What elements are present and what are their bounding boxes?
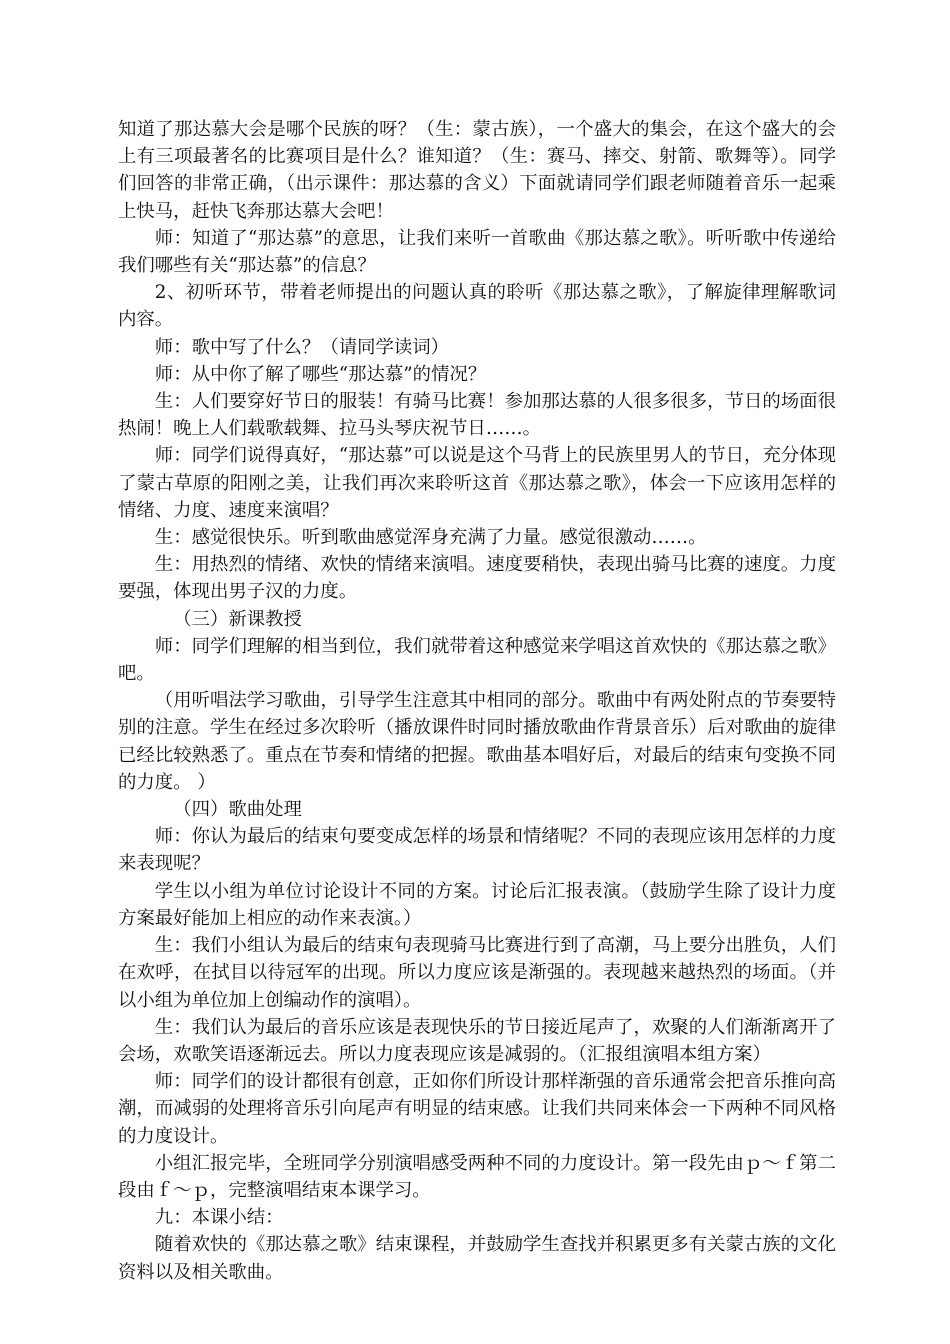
paragraph: 2、初听环节，带着老师提出的问题认真的聆听《那达慕之歌》，了解旋律理解歌词内容。 <box>118 282 836 331</box>
paragraph: 小组汇报完毕，全班同学分别演唱感受两种不同的力度设计。第一段先由ｐ～ｆ第二段由ｆ～ｐ，完整演唱结束本课学习。 <box>118 1152 836 1201</box>
section-heading: （三）新课教授 <box>173 608 302 630</box>
paragraph: 生：人们要穿好节日的服装！有骑马比赛！参加那达慕的人很多很多，节日的场面很热闹！晚上人们载歌载舞、拉马头琴庆祝节日……。 <box>118 391 836 440</box>
section-heading: （四）歌曲处理 <box>173 799 302 821</box>
paragraph: 随着欢快的《那达慕之歌》结束课程，并鼓励学生查找并积累更多有关蒙古族的文化资料以及相关歌曲。 <box>118 1234 836 1283</box>
paragraph: 生：我们认为最后的音乐应该是表现快乐的节日接近尾声了，欢聚的人们渐渐离开了会场，欢歌笑语逐渐远去。所以力度表现应该是减弱的。（汇报组演唱本组方案） <box>118 1016 836 1065</box>
paragraph: 生：我们小组认为最后的结束句表现骑马比赛进行到了高潮，马上要分出胜负，人们在欢呼，在拭目以待冠军的出现。所以力度应该是渐强的。表现越来越热烈的场面。（并以小组为单位加上创编动作的演唱）。 <box>118 935 836 1011</box>
paragraph: 生：感觉很快乐。听到歌曲感觉浑身充满了力量。感觉很激动……。 <box>154 527 707 549</box>
paragraph: 师：同学们理解的相当到位，我们就带着这种感觉来学唱这首欢快的《那达慕之歌》吧。 <box>118 635 836 685</box>
paragraph: 师：同学们的设计都很有创意，正如你们所设计那样渐强的音乐通常会把音乐推向高潮，而减弱的处理将音乐引向尾声有明显的结束感。让我们共同来体会一下两种不同风格的力度设计。 <box>118 1071 836 1147</box>
paragraph: 师：你认为最后的结束句要变成怎样的场景和情绪呢？不同的表现应该用怎样的力度来表现呢？ <box>118 826 836 875</box>
paragraph: 师：同学们说得真好，“那达慕”可以说是这个马背上的民族里男人的节日，充分体现了蒙古草原的阳刚之美，让我们再次来聆听这首《那达慕之歌》，体会一下应该用怎样的情绪、力度、速度来演唱？ <box>118 445 836 521</box>
document-page <box>118 116 836 1286</box>
paragraph: 生：用热烈的情绪、欢快的情绪来演唱。速度要稍快，表现出骑马比赛的速度。力度要强，体现出男子汉的力度。 <box>118 554 836 603</box>
paragraph: （用听唱法学习歌曲，引导学生注意其中相同的部分。歌曲中有两处附点的节奏要特别的注意。学生在经过多次聆听（播放课件时同时播放歌曲作背景音乐）后对歌曲的旋律已经比较熟悉了。重点在节奏和情绪的把握。歌曲基本唱好后，对最后的结束句变换不同的力度。 ） <box>118 690 836 793</box>
paragraph: 师：知道了“那达慕”的意思，让我们来听一首歌曲《那达慕之歌》。听听歌中传递给我们哪些有关“那达慕”的信息？ <box>118 227 836 277</box>
paragraph: 师：歌中写了什么？（请同学读词） <box>154 336 450 358</box>
paragraph: 学生以小组为单位讨论设计不同的方案。讨论后汇报表演。（鼓励学生除了设计力度方案最好能加上相应的动作来表演。） <box>118 880 836 929</box>
paragraph: 师：从中你了解了哪些“那达慕”的情况？ <box>154 363 487 385</box>
summary-heading: 九：本课小结： <box>154 1207 284 1229</box>
paragraph-continuation: 知道了那达慕大会是哪个民族的呀？（生：蒙古族），一个盛大的集会，在这个盛大的会上有三项最著名的比赛项目是什么？谁知道？（生：赛马、摔交、射箭、歌舞等）。同学们回答的非常正确，（出示课件：那达慕的含义）下面就请同学们跟老师随着音乐一起乘上快马，赶快飞奔那达慕大会吧！ <box>118 119 836 222</box>
